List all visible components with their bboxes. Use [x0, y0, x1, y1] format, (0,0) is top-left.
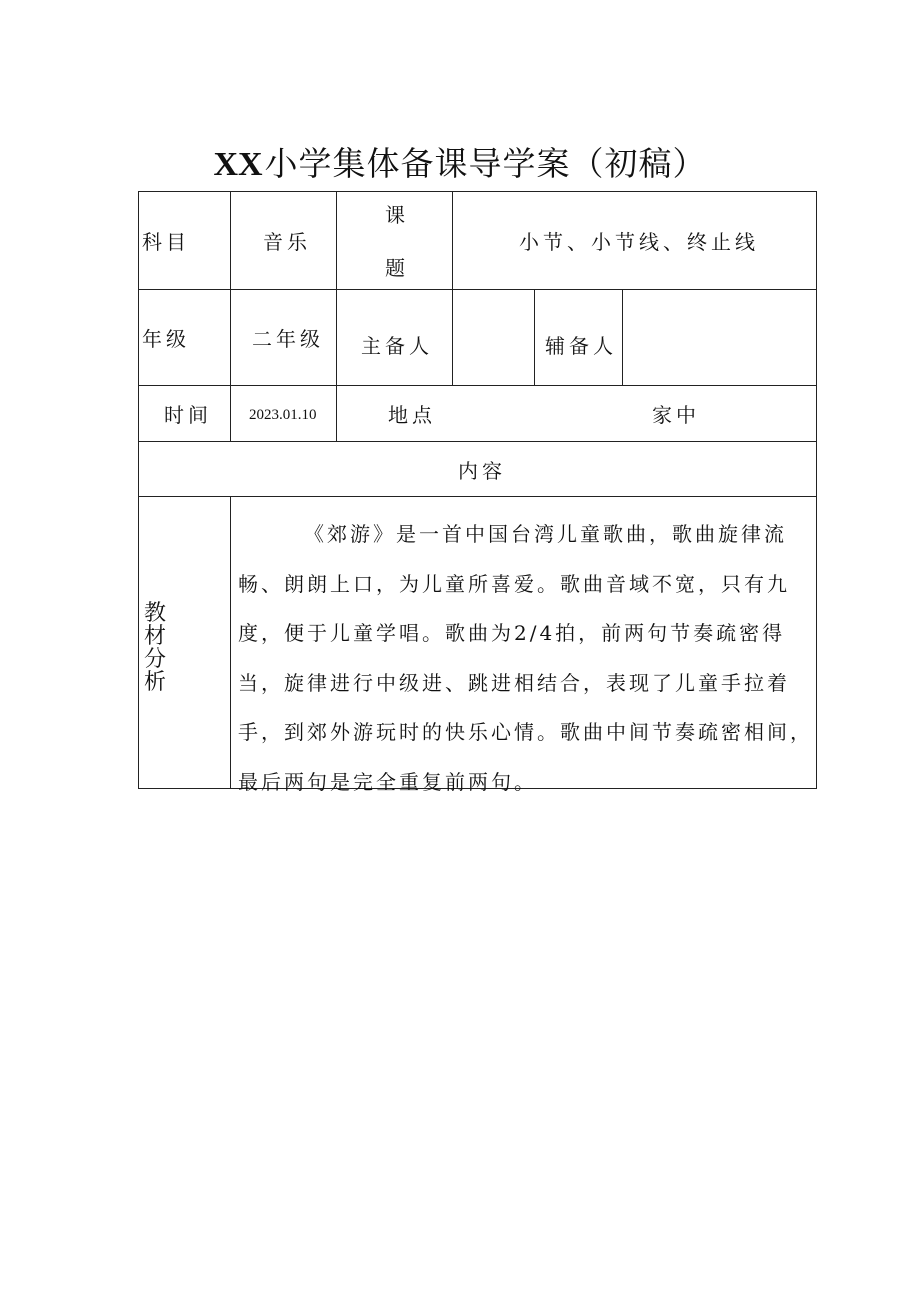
row-divider-1 — [138, 289, 817, 290]
topic-value: 小节、小节线、终止线 — [519, 230, 759, 254]
assist-preparer-label: 辅备人 — [545, 334, 617, 358]
grade-value: 二年级 — [252, 327, 324, 351]
subject-label: 科目 — [142, 230, 190, 254]
time-label: 时间 — [164, 403, 212, 427]
time-value: 2023.01.10 — [249, 407, 317, 423]
row-divider-4 — [138, 496, 817, 497]
topic-label-top: 课 — [385, 203, 409, 227]
col-divider-1b — [230, 496, 231, 788]
col-divider-4 — [534, 289, 535, 385]
row-divider-3 — [138, 441, 817, 442]
place-value: 家中 — [652, 403, 700, 427]
title-rest: 小学集体备课导学案（初稿） — [264, 144, 707, 183]
place-label: 地点 — [388, 403, 436, 427]
row-divider-2 — [138, 385, 817, 386]
topic-label-bottom: 题 — [385, 256, 409, 280]
content-header: 内容 — [458, 459, 506, 483]
table-border-top — [138, 191, 817, 192]
grade-label: 年级 — [142, 327, 190, 351]
table-border-left — [138, 191, 139, 789]
analysis-label: 教材分析 — [144, 601, 167, 695]
subject-value: 音乐 — [263, 230, 311, 254]
col-divider-1 — [230, 191, 231, 441]
col-divider-5 — [622, 289, 623, 385]
title-prefix: XX — [213, 146, 263, 183]
col-divider-2 — [336, 191, 337, 441]
analysis-text: 《郊游》是一首中国台湾儿童歌曲，歌曲旋律流畅、朗朗上口，为儿童所喜爱。歌曲音域不宽，只有九度，便于儿童学唱。歌曲为2/4拍，前两句节奏疏密得当，旋律进行中级进、跳进相结合，表现了儿童手拉着手，到郊外游玩时的快乐心情。歌曲中间节奏疏密相间，最后两句是完全重复前两句。 — [238, 522, 813, 794]
col-divider-3 — [452, 191, 453, 385]
lead-preparer-label: 主备人 — [361, 334, 433, 358]
